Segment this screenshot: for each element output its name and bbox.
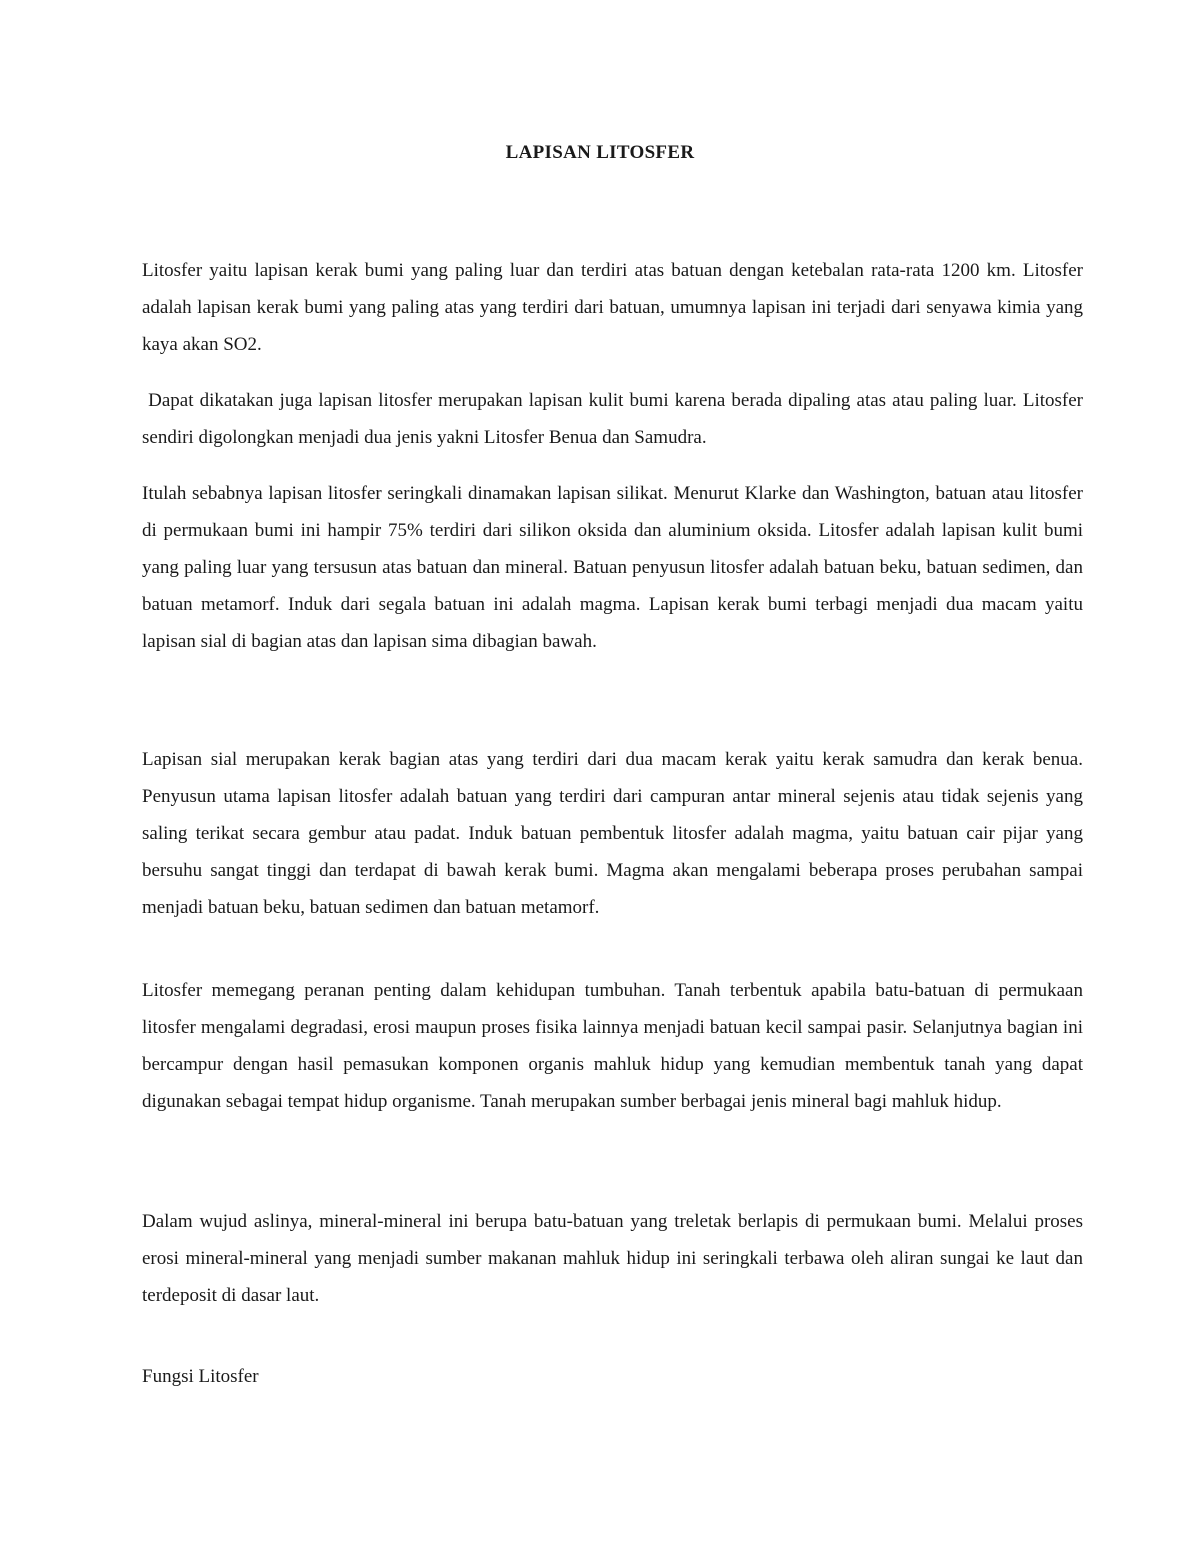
paragraph-1: Litosfer yaitu lapisan kerak bumi yang paling luar dan terdiri atas batuan dengan ketebalan rata-rata 1200 km. Litosfer adalah lapisan kerak bumi yang paling atas yang terdiri dari batuan, umumnya lapisan ini terjadi dari senyawa kimia yang kaya akan SO2. <box>142 260 1083 355</box>
paragraph-2: Dapat dikatakan juga lapisan litosfer merupakan lapisan kulit bumi karena berada dipaling atas atau paling luar. Litosfer sendiri digolongkan menjadi dua jenis yakni Litosfer Benua dan Samudra. <box>142 390 1088 448</box>
paragraph-6: Dalam wujud aslinya, mineral-mineral ini berupa batu-batuan yang treletak berlapis di permukaan bumi. Melalui proses erosi mineral-mineral yang menjadi sumber makanan mahluk hidup ini seringkali terbawa oleh aliran sungai ke laut dan terdeposit di dasar laut. <box>142 1211 1083 1306</box>
paragraph-3: Itulah sebabnya lapisan litosfer seringkali dinamakan lapisan silikat. Menurut Klarke dan Washington, batuan atau litosfer di permukaan bumi ini hampir 75% terdiri dari silikon oksida dan aluminium oksida. Litosfer adalah lapisan kulit bumi yang paling luar yang tersusun atas batuan dan mineral. Batuan penyusun litosfer adalah batuan beku, batuan sedimen, dan batuan metamorf. Induk dari segala batuan ini adalah magma. Lapisan kerak bumi terbagi menjadi dua macam yaitu lapisan sial di bagian atas dan lapisan sima dibagian bawah. <box>142 483 1083 652</box>
document-title: LAPISAN LITOSFER <box>505 142 695 163</box>
paragraph-5: Litosfer memegang peranan penting dalam kehidupan tumbuhan. Tanah terbentuk apabila batu-batuan di permukaan litosfer mengalami degradasi, erosi maupun proses fisika lainnya menjadi batuan kecil sampai pasir. Selanjutnya bagian ini bercampur dengan hasil pemasukan komponen organis mahluk hidup yang kemudian membentuk tanah yang dapat digunakan sebagai tempat hidup organisme. Tanah merupakan sumber berbagai jenis mineral bagi mahluk hidup. <box>142 980 1083 1112</box>
paragraph-4: Lapisan sial merupakan kerak bagian atas yang terdiri dari dua macam kerak yaitu kerak samudra dan kerak benua. Penyusun utama lapisan litosfer adalah batuan yang terdiri dari campuran antar mineral sejenis atau tidak sejenis yang saling terikat secara gembur atau padat. Induk batuan pembentuk litosfer adalah magma, yaitu batuan cair pijar yang bersuhu sangat tinggi dan terdapat di bawah kerak bumi. Magma akan mengalami beberapa proses perubahan sampai menjadi batuan beku, batuan sedimen dan batuan metamorf. <box>142 749 1083 918</box>
section-heading: Fungsi Litosfer <box>142 1366 259 1387</box>
